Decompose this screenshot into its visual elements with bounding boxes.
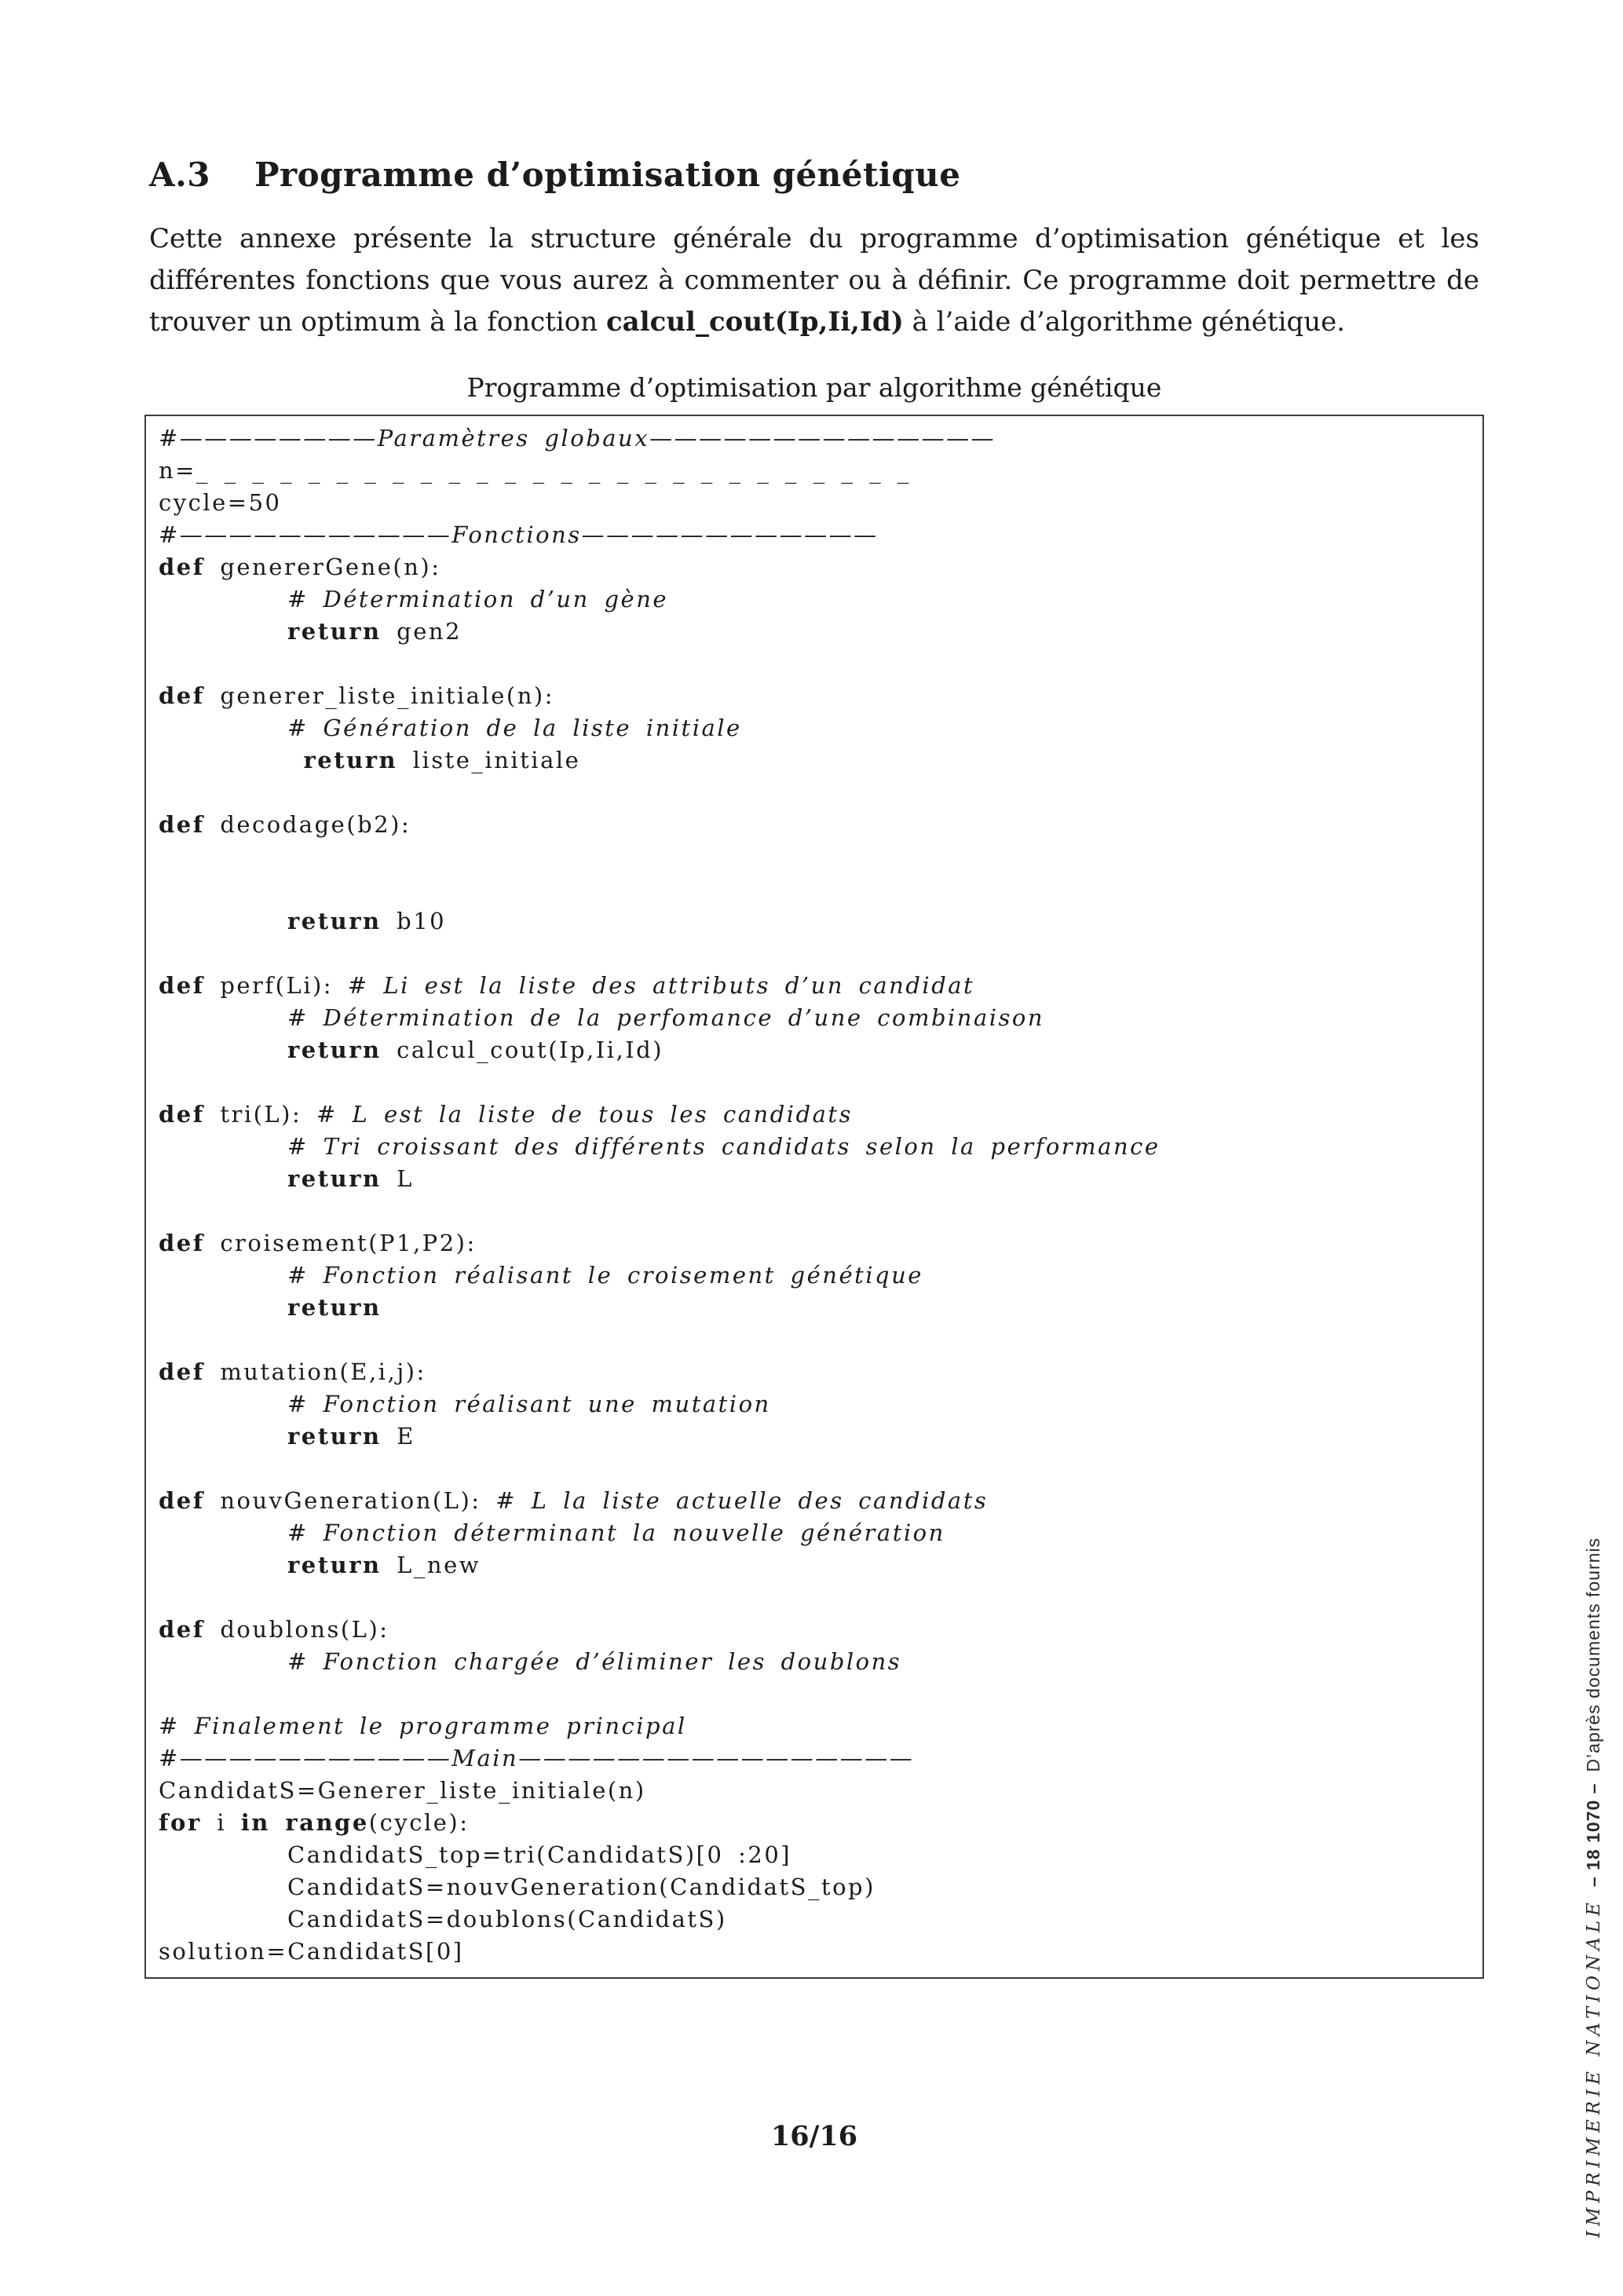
code-line: return b10 xyxy=(287,908,447,934)
code-line: def mutation(E,i,j): xyxy=(159,1358,426,1385)
code-line: cycle=50 xyxy=(159,489,282,516)
code-line xyxy=(159,1324,1475,1356)
code-line: return E xyxy=(287,1423,415,1450)
code-line: def nouvGeneration(L): # L la liste actuelle des candidats xyxy=(159,1487,989,1514)
page-number: 16/16 xyxy=(770,2120,858,2152)
code-line: return calcul_cout(Ip,Ii,Id) xyxy=(287,1036,664,1063)
code-line: CandidatS_top=tri(CandidatS)[0 :20] xyxy=(287,1841,792,1868)
listing-caption: Programme d’optimisation par algorithme génétique xyxy=(466,372,1162,403)
section-title-text: Programme d’optimisation génétique xyxy=(254,155,961,194)
code-line: # Fonction déterminant la nouvelle génération xyxy=(287,1519,945,1546)
code-line: return L_new xyxy=(287,1552,481,1578)
code-line: # Détermination d’un gène xyxy=(287,586,669,612)
printer-name: IMPRIMERIE NATIONALE xyxy=(1584,1898,1604,2238)
code-line: return xyxy=(287,1294,382,1321)
code-line: # Fonction chargée d’éliminer les doublons xyxy=(287,1648,902,1675)
code-line: return liste_initiale xyxy=(303,747,581,773)
code-listing-box xyxy=(144,415,1484,1979)
code-line: # Tri croissant des différents candidats selon la performance xyxy=(287,1133,1161,1160)
print-reference-number: – 18 1070 – xyxy=(1583,1782,1603,1888)
code-line: def croisement(P1,P2): xyxy=(159,1230,477,1256)
intro-bold-function-name: calcul_cout(Ip,Ii,Id) xyxy=(605,306,904,338)
code-line: CandidatS=Generer_liste_initiale(n) xyxy=(159,1777,646,1804)
code-line: CandidatS=doublons(CandidatS) xyxy=(287,1906,727,1932)
code-line xyxy=(159,1195,1475,1227)
code-line xyxy=(159,1453,1475,1485)
code-line xyxy=(159,1066,1475,1099)
code-listing xyxy=(159,422,1475,1968)
code-line: for i in range(cycle): xyxy=(159,1809,470,1836)
code-line: #———————————Main———————————————— xyxy=(159,1745,915,1771)
intro-text-after: à l’aide d’algorithme génétique. xyxy=(903,306,1346,338)
code-line: n=_ _ _ _ _ _ _ _ _ _ _ _ _ _ _ _ _ _ _ _ _ _ _ _ _ _ xyxy=(159,457,911,484)
code-line: # Détermination de la perfomance d’une combinaison xyxy=(287,1004,1045,1031)
code-line: def perf(Li): # Li est la liste des attributs d’un candidat xyxy=(159,972,975,999)
intro-paragraph xyxy=(149,218,1479,343)
code-line: def doublons(L): xyxy=(159,1616,389,1643)
code-line xyxy=(159,1581,1475,1614)
section-number: A.3 xyxy=(149,155,210,194)
code-line: def tri(L): # L est la liste de tous les candidats xyxy=(159,1101,853,1128)
code-line xyxy=(159,648,1475,680)
code-line: CandidatS=nouvGeneration(CandidatS_top) xyxy=(287,1874,875,1900)
code-line: solution=CandidatS[0] xyxy=(159,1938,464,1965)
code-line xyxy=(159,777,1475,809)
code-line xyxy=(159,873,1475,905)
code-line: # Fonction réalisant le croisement génétique xyxy=(287,1262,923,1289)
code-line: return gen2 xyxy=(287,618,462,645)
code-line: def genererGene(n): xyxy=(159,554,441,580)
code-line xyxy=(159,841,1475,873)
code-line: # Finalement le programme principal xyxy=(159,1713,687,1739)
intro-text-before: Cette annexe présente la structure générale du programme d’optimisation génétique et les différentes fonctions que vous aurez à commenter ou à définir. Ce programme doit permettre de trouver un optimum à la fonction xyxy=(149,223,1479,338)
code-line: #———————————Fonctions———————————— xyxy=(159,521,879,548)
code-line: # Génération de la liste initiale xyxy=(287,715,742,741)
code-line: # Fonction réalisant une mutation xyxy=(287,1391,771,1417)
code-line: return L xyxy=(287,1165,414,1192)
documents-credit: D’après documents fournis xyxy=(1583,1537,1603,1772)
code-line: #————————Paramètres globaux—————————————— xyxy=(159,425,996,452)
code-line xyxy=(159,938,1475,970)
section-title xyxy=(149,155,960,194)
code-line: def generer_liste_initiale(n): xyxy=(159,682,554,709)
printer-side-note xyxy=(1583,1537,1604,2238)
code-line xyxy=(159,1678,1475,1710)
code-line: def decodage(b2): xyxy=(159,811,411,838)
